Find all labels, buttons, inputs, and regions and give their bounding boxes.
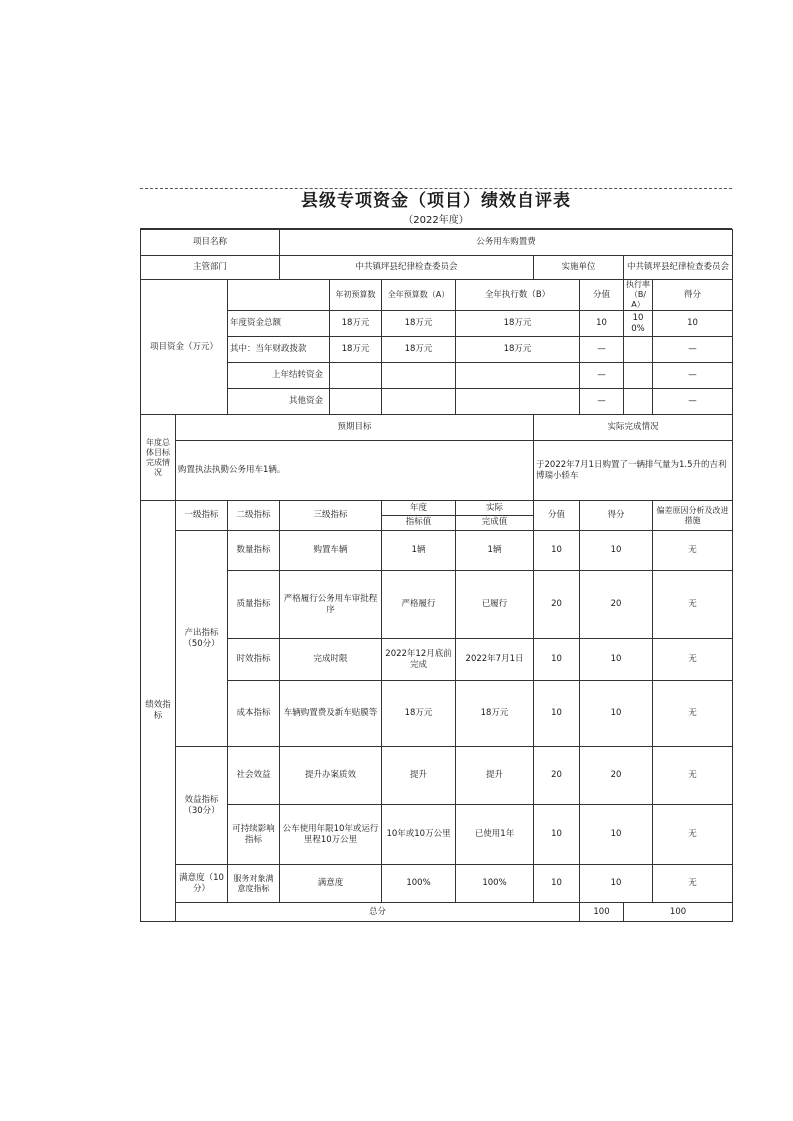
deviation-cell: 无 — [653, 747, 733, 805]
target-value-header — [382, 501, 456, 531]
value-cell: 20 — [534, 747, 580, 805]
initial-budget-header: 年初预算数 — [330, 280, 382, 311]
fund-annual: 18万元 — [382, 337, 456, 363]
level2-cell: 社会效益 — [228, 747, 280, 805]
fund-score: — — [653, 363, 733, 389]
level2-header: 二级指标 — [228, 501, 280, 531]
deviation-cell: 无 — [653, 865, 733, 903]
goals-section-label: 年度总体目标完成情况 — [141, 415, 176, 501]
funds-section-label: 项目资金（万元） — [141, 280, 228, 415]
deviation-cell: 无 — [653, 571, 733, 639]
level3-cell: 车辆购置费及新车贴膜等 — [280, 681, 382, 747]
indicator-row — [141, 747, 733, 805]
target-cell: 1辆 — [382, 531, 456, 571]
level2-cell: 时效指标 — [228, 639, 280, 681]
score-header: 得分 — [653, 280, 733, 311]
value-cell: 10 — [534, 531, 580, 571]
level3-cell: 满意度 — [280, 865, 382, 903]
target-header-bottom: 指标值 — [382, 515, 455, 528]
fund-annual — [382, 389, 456, 415]
indicators-section-label: 绩效指标 — [141, 501, 176, 922]
output-indicator-group: 产出指标（50分） — [176, 531, 228, 747]
score-cell: 10 — [580, 639, 653, 681]
expected-goal-text: 购置执法执勤公务用车1辆。 — [176, 441, 534, 501]
target-header-top: 年度 — [410, 503, 428, 513]
total-score: 100 — [624, 903, 733, 922]
actual-cell: 提升 — [456, 747, 534, 805]
indicator-row — [141, 865, 733, 903]
funds-header-blank — [228, 280, 330, 311]
indicator-row — [141, 571, 733, 639]
fund-annual: 18万元 — [382, 311, 456, 337]
fund-score: — — [653, 337, 733, 363]
project-name-row — [141, 230, 733, 256]
target-cell: 18万元 — [382, 681, 456, 747]
level3-cell: 完成时限 — [280, 639, 382, 681]
fund-initial: 18万元 — [330, 311, 382, 337]
value-cell: 10 — [534, 805, 580, 865]
exec-rate-header: 执行率（B/A） — [624, 280, 653, 311]
score-cell: 20 — [580, 747, 653, 805]
fund-row-label: 其中：当年财政拨款 — [228, 337, 330, 363]
total-row — [141, 903, 733, 922]
fund-rate — [624, 389, 653, 415]
value-cell: 10 — [534, 639, 580, 681]
actual-cell: 已使用1年 — [456, 805, 534, 865]
fund-exec: 18万元 — [456, 337, 580, 363]
actual-cell: 已履行 — [456, 571, 534, 639]
deviation-cell: 无 — [653, 639, 733, 681]
fund-annual — [382, 363, 456, 389]
form-year: （2022年度） — [140, 213, 732, 229]
indicator-value-header: 分值 — [534, 501, 580, 531]
fund-rate — [624, 363, 653, 389]
level2-cell: 成本指标 — [228, 681, 280, 747]
actual-cell: 1辆 — [456, 531, 534, 571]
level3-cell: 购置车辆 — [280, 531, 382, 571]
department-label: 主管部门 — [141, 256, 280, 280]
annual-exec-header: 全年执行数（B） — [456, 280, 580, 311]
deviation-cell: 无 — [653, 805, 733, 865]
value-cell: 10 — [534, 681, 580, 747]
implementing-unit-label: 实施单位 — [534, 256, 624, 280]
fund-initial — [330, 389, 382, 415]
indicator-row — [141, 805, 733, 865]
indicator-row — [141, 639, 733, 681]
level2-cell: 质量指标 — [228, 571, 280, 639]
actual-cell: 2022年7月1日 — [456, 639, 534, 681]
score-cell: 10 — [580, 865, 653, 903]
fund-value: — — [580, 363, 624, 389]
score-cell: 10 — [580, 681, 653, 747]
fund-exec — [456, 389, 580, 415]
department-row — [141, 256, 733, 280]
indicator-row — [141, 681, 733, 747]
expected-goal-header: 预期目标 — [176, 415, 534, 441]
value-cell: 10 — [534, 865, 580, 903]
score-cell: 10 — [580, 805, 653, 865]
level1-header: 一级指标 — [176, 501, 228, 531]
form-title: 县级专项资金（项目）绩效自评表 — [301, 191, 571, 211]
funds-row — [141, 389, 733, 415]
fund-value: — — [580, 337, 624, 363]
actual-completion-header: 实际完成情况 — [534, 415, 733, 441]
target-cell: 严格履行 — [382, 571, 456, 639]
performance-self-evaluation-form — [140, 188, 732, 922]
target-cell: 提升 — [382, 747, 456, 805]
project-name-value: 公务用车购置费 — [280, 230, 733, 256]
funds-row — [141, 363, 733, 389]
fund-initial — [330, 363, 382, 389]
actual-header-top: 实际 — [486, 503, 504, 513]
fund-score: 10 — [653, 311, 733, 337]
goals-content-row — [141, 441, 733, 501]
satisfaction-indicator-group: 满意度（10分） — [176, 865, 228, 903]
actual-value-header — [456, 501, 534, 531]
actual-cell: 100% — [456, 865, 534, 903]
project-name-label: 项目名称 — [141, 230, 280, 256]
fund-rate: 100% — [624, 311, 653, 337]
actual-completion-text: 于2022年7月1日购置了一辆排气量为1.5升的吉利博瑞小轿车 — [534, 441, 733, 501]
level3-cell: 公车使用年限10年或运行里程10万公里 — [280, 805, 382, 865]
funds-row — [141, 311, 733, 337]
fund-row-label: 上年结转资金 — [228, 363, 330, 389]
fund-row-label: 其他资金 — [228, 389, 330, 415]
level2-cell: 服务对象满意度指标 — [228, 865, 280, 903]
indicator-score-header: 得分 — [580, 501, 653, 531]
indicators-header-row — [141, 501, 733, 531]
annual-budget-header: 全年预算数（A） — [382, 280, 456, 311]
deviation-cell: 无 — [653, 681, 733, 747]
deviation-header: 偏差原因分析及改进措施 — [653, 501, 733, 531]
fund-exec — [456, 363, 580, 389]
total-value: 100 — [580, 903, 624, 922]
actual-cell: 18万元 — [456, 681, 534, 747]
implementing-unit-value: 中共镇坪县纪律检查委员会 — [624, 256, 733, 280]
fund-value: — — [580, 389, 624, 415]
target-cell: 100% — [382, 865, 456, 903]
benefit-indicator-group: 效益指标（30分） — [176, 747, 228, 865]
level3-cell: 严格履行公务用车审批程序 — [280, 571, 382, 639]
level3-cell: 提升办案质效 — [280, 747, 382, 805]
fund-rate — [624, 337, 653, 363]
deviation-cell: 无 — [653, 531, 733, 571]
fund-initial: 18万元 — [330, 337, 382, 363]
fund-score: — — [653, 389, 733, 415]
score-cell: 10 — [580, 531, 653, 571]
actual-header-bottom: 完成值 — [456, 515, 533, 528]
funds-header-row — [141, 280, 733, 311]
evaluation-table — [140, 229, 733, 922]
department-value: 中共镇坪县纪律检查委员会 — [280, 256, 534, 280]
level2-cell: 可持续影响指标 — [228, 805, 280, 865]
level2-cell: 数量指标 — [228, 531, 280, 571]
fund-exec: 18万元 — [456, 311, 580, 337]
target-cell: 10年或10万公里 — [382, 805, 456, 865]
goals-header-row — [141, 415, 733, 441]
score-cell: 20 — [580, 571, 653, 639]
fund-row-label: 年度资金总额 — [228, 311, 330, 337]
target-cell: 2022年12月底前完成 — [382, 639, 456, 681]
score-value-header: 分值 — [580, 280, 624, 311]
indicator-row — [141, 531, 733, 571]
funds-row — [141, 337, 733, 363]
level3-header: 三级指标 — [280, 501, 382, 531]
total-label: 总分 — [176, 903, 580, 922]
value-cell: 20 — [534, 571, 580, 639]
fund-value: 10 — [580, 311, 624, 337]
